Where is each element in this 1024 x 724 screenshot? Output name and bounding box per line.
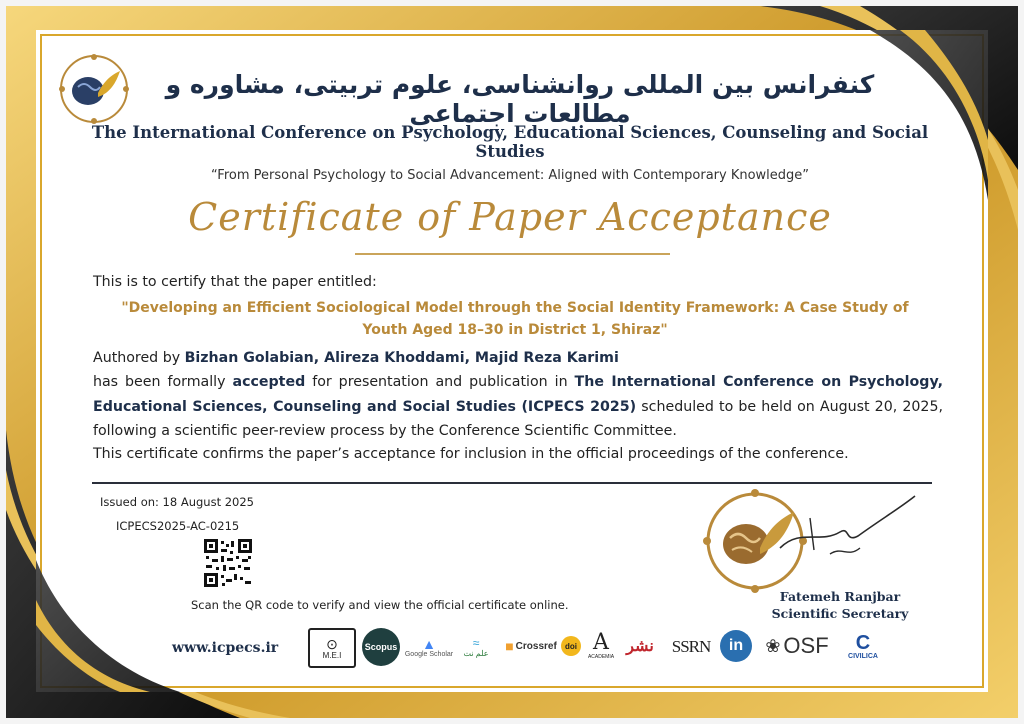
mei-logo: ⊙ M.E.I (308, 628, 356, 668)
authors-line (93, 346, 943, 371)
crossref-logo: ■ Crossref (505, 638, 557, 654)
scopus-logo: Scopus (362, 628, 400, 666)
osf-logo: ❀ OSF (765, 633, 829, 658)
certificate-heading: Certificate of Paper Acceptance (188, 195, 832, 239)
certify-intro: This is to certify that the paper entitled: (93, 274, 377, 290)
conference-title-english: The International Conference on Psychology, Educational Sciences, Counseling and Social Studies (91, 123, 929, 161)
conference-motto: “From Personal Psychology to Social Advancement: Aligned with Contemporary Knowledge” (210, 168, 810, 183)
qr-instructions: Scan the QR code to verify and view the official certificate online. (191, 598, 569, 612)
closing-statement: This certificate confirms the paper’s acceptance for inclusion in the official proceedings of the conference. (93, 446, 849, 462)
paper-title: "Developing an Efficient Sociological Model through the Social Identity Framework: A Case Study of Youth Aged 18–30 in District 1, Shiraz" (121, 300, 909, 338)
ssrn-logo: SSRN (671, 637, 711, 656)
heading-rule (355, 253, 670, 255)
section-divider (92, 482, 932, 484)
accept-pre: has been formally (93, 374, 233, 390)
signer-block (760, 588, 920, 622)
authors-prefix: Authored by (93, 350, 185, 366)
linkedin-logo: in (720, 630, 752, 662)
google-scholar-logo: ▲ Google Scholar (404, 635, 454, 658)
conference-name: The International Conference on Psychology, Educational Sciences, Counseling and Social Studies (ICPECS 2025) (93, 374, 943, 415)
doi-logo: doi (561, 636, 581, 656)
academia-logo: A ACADEMIA (587, 630, 615, 660)
nashr-logo: نشر (626, 638, 654, 655)
acceptance-paragraph (93, 370, 943, 444)
accept-mid: for presentation and publication in (305, 374, 575, 390)
authors-names: Bizhan Golabian, Alireza Khoddami, Majid Reza Karimi (184, 350, 619, 366)
conference-title-persian: کنفرانس بین المللی روانشناسی، علوم تربیتی، مشاوره و مطالعات اجتماعی (165, 70, 875, 128)
elmnet-logo: ≈ علم نت (463, 635, 489, 658)
conference-logo-icon (58, 53, 130, 125)
signature-mark (770, 488, 920, 568)
website-link[interactable]: www.icpecs.ir (172, 640, 279, 656)
signer-role: Scientific Secretary (771, 606, 909, 621)
certificate-id: ICPECS2025-AC-0215 (116, 519, 240, 533)
signer-name: Fatemeh Ranjbar (779, 589, 901, 604)
issued-date: Issued on: 18 August 2025 (100, 495, 255, 509)
accept-post: scheduled to be held on August 20, 2025, following a scientific peer-review process by the Conference Scientific Committee. (93, 398, 943, 439)
accept-word: accepted (232, 374, 306, 390)
qr-code[interactable] (204, 539, 252, 587)
civilica-logo: C CIVILICA (848, 631, 878, 660)
